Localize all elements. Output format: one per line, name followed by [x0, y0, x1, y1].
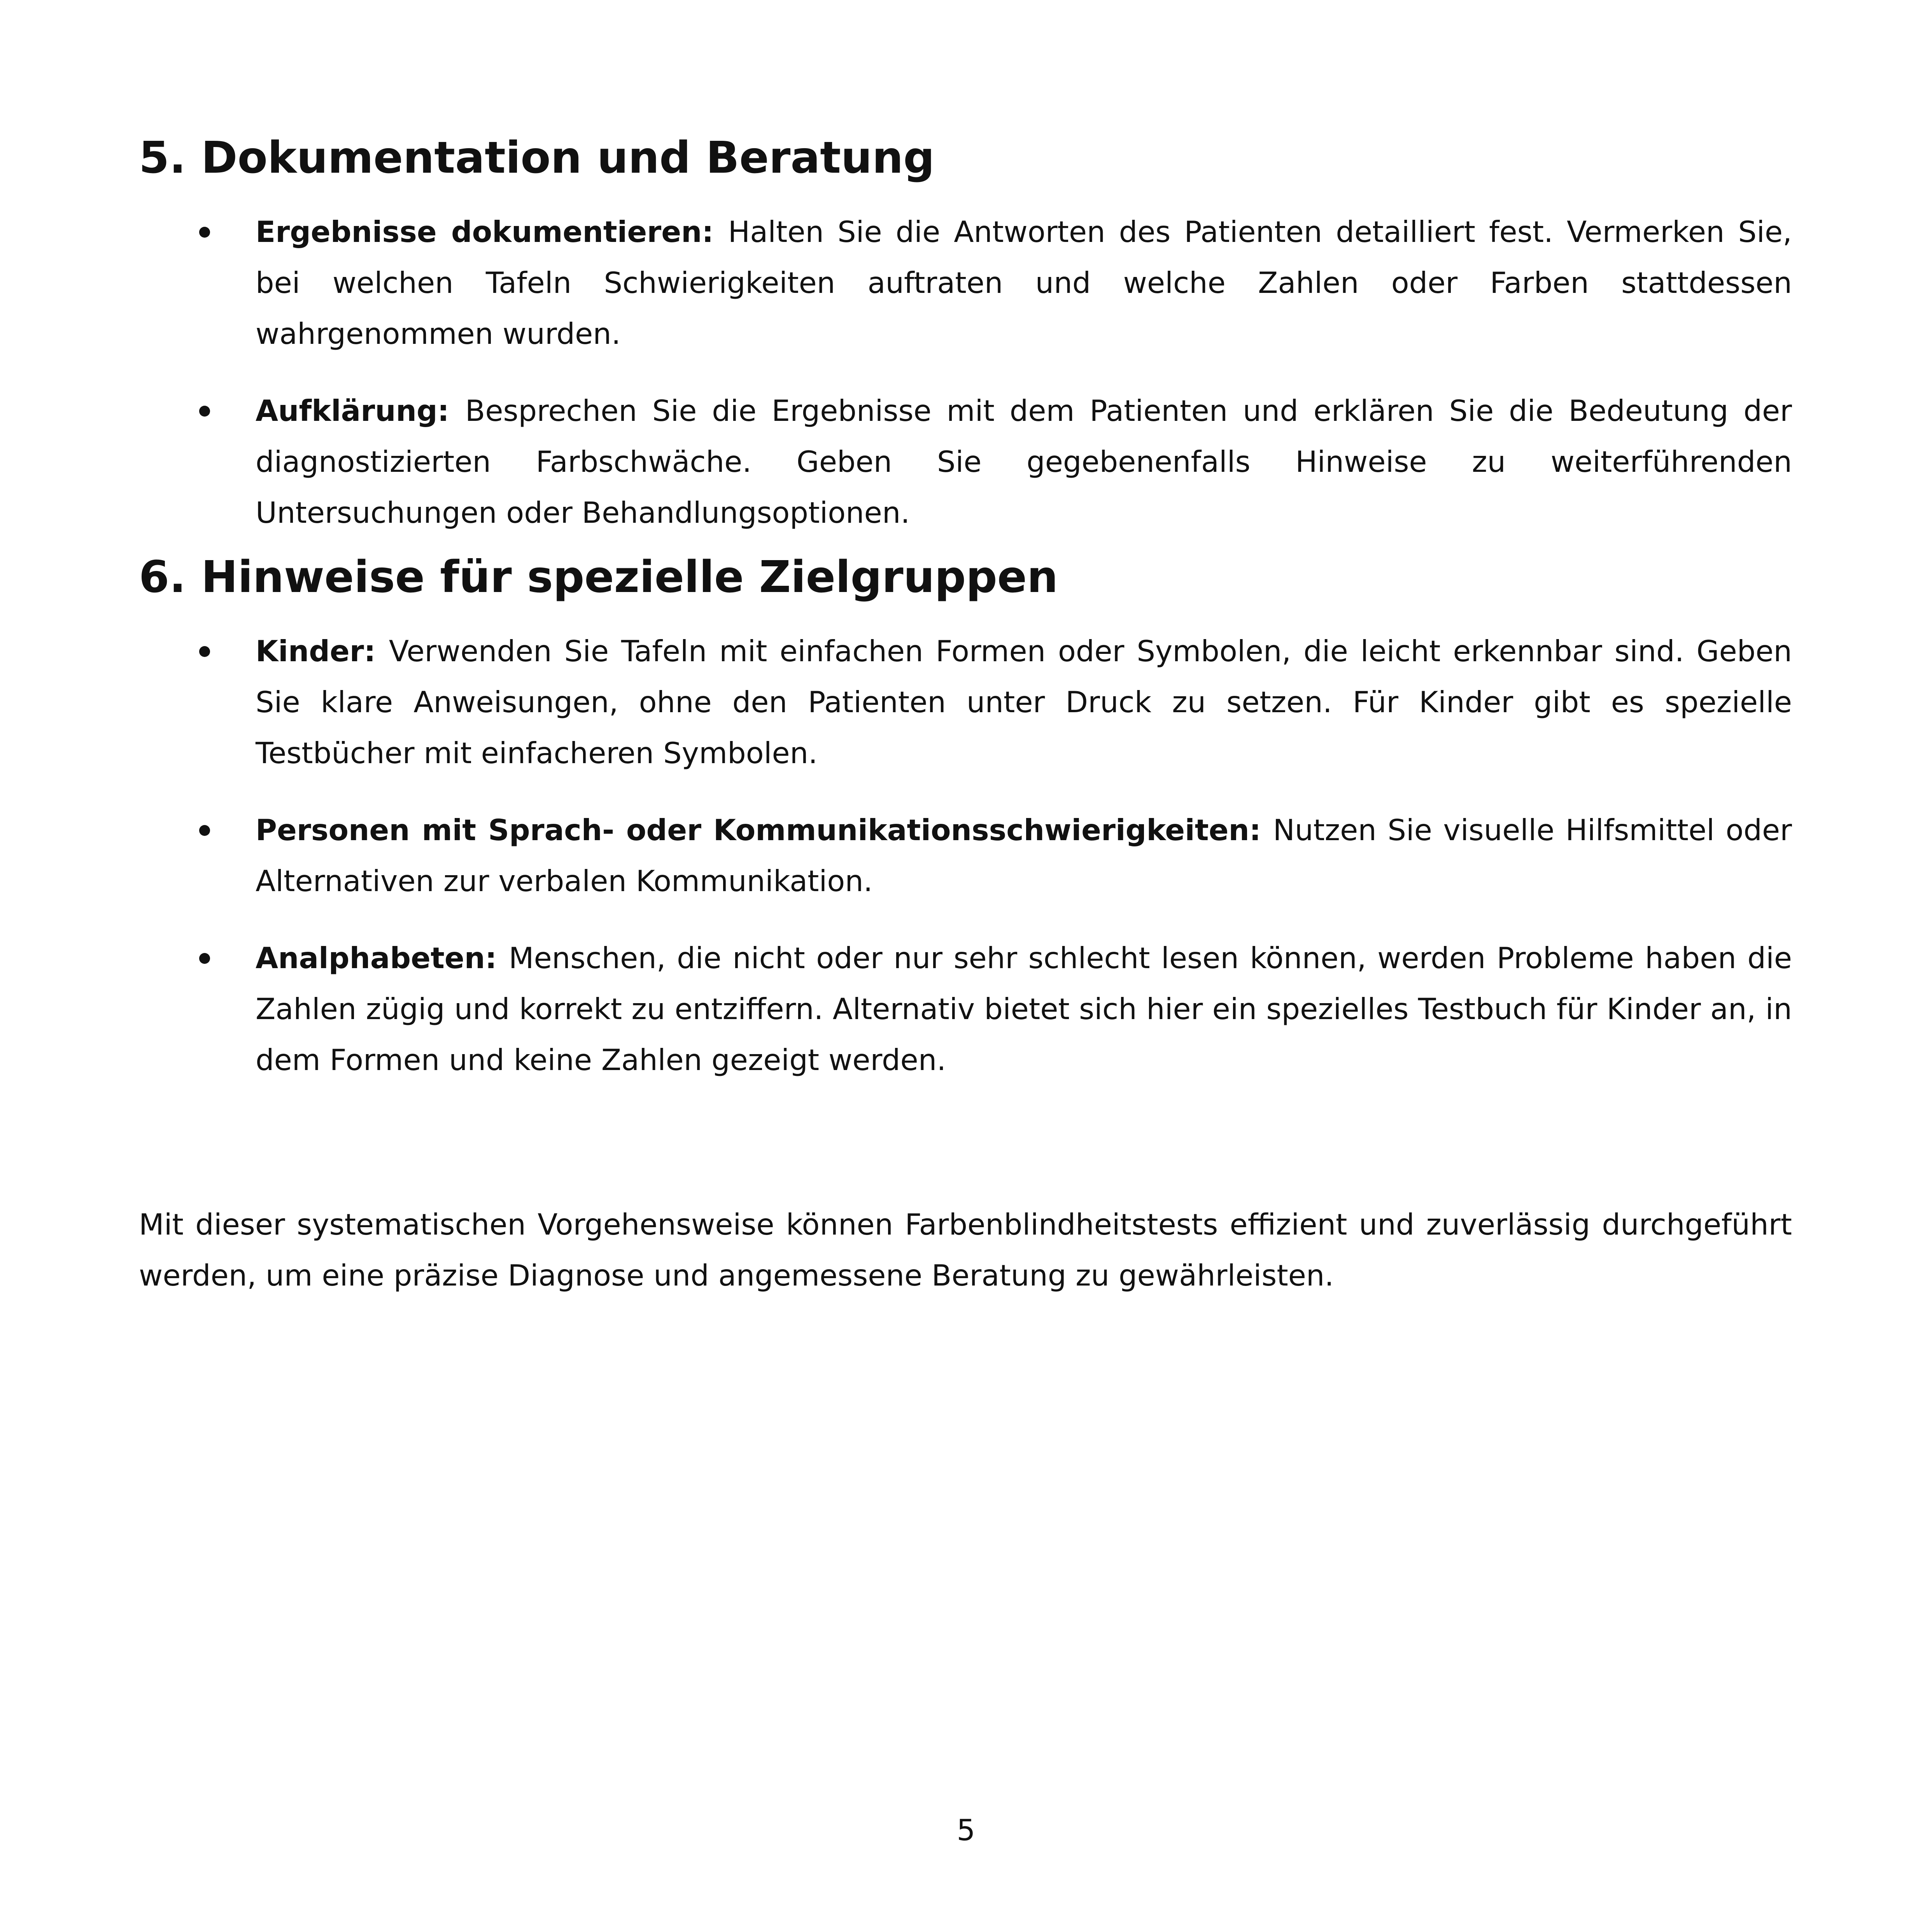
section-heading-target-groups: 6. Hinweise für spezielle Zielgruppen	[139, 552, 1058, 603]
list-item	[139, 805, 1792, 907]
list-item	[139, 626, 1792, 779]
section-heading-documentation: 5. Dokumentation und Beratung	[139, 132, 935, 183]
item-text: Menschen, die nicht oder nur sehr schlecht lesen können, werden Probleme haben die Zahlen zügig und korrekt zu entziffern. Alternativ bietet sich hier ein spezielles Testbuch für Kinder an, in dem Formen und keine Zahlen gezeigt werden.	[256, 941, 1792, 1077]
conclusion-paragraph: Mit dieser systematischen Vorgehensweise können Farbenblindheitstests effizient und zuverlässig durchgeführt werden, um eine präzise Diagnose und angemessene Beratung zu gewährleisten.	[139, 1207, 1792, 1293]
page-number: 5	[956, 1813, 976, 1847]
bullet-icon	[199, 646, 210, 657]
item-text: Besprechen Sie die Ergebnisse mit dem Patienten und erklären Sie die Bedeutung der diagnostizierten Farbschwäche. Geben Sie gegebenenfalls Hinweise zu weiterführenden Untersuchungen oder Behandlungsoptionen.	[256, 394, 1792, 530]
item-term: Aufklärung:	[256, 394, 465, 428]
list-item	[139, 933, 1792, 1086]
item-text: Halten Sie die Antworten des Patienten detailliert fest. Vermerken Sie, bei welchen Tafeln Schwierigkeiten auftraten und welche Zahlen oder Farben stattdessen wahrgenommen wurden.	[256, 215, 1792, 351]
item-text: Verwenden Sie Tafeln mit einfachen Formen oder Symbolen, die leicht erkennbar sind. Geben Sie klare Anweisungen, ohne den Patienten unter Druck zu setzen. Für Kinder gibt es spezielle Testbücher mit einfacheren Symbolen.	[256, 634, 1792, 770]
item-term: Personen mit Sprach- oder Kommunikationsschwierigkeiten:	[256, 813, 1273, 847]
bullet-list-documentation	[139, 207, 1792, 538]
bullet-icon	[199, 406, 210, 417]
list-item	[139, 385, 1792, 538]
bullet-list-target-groups	[139, 626, 1792, 1086]
list-item	[139, 207, 1792, 359]
item-term: Ergebnisse dokumentieren:	[256, 215, 728, 249]
item-text: Nutzen Sie visuelle Hilfsmittel oder Alternativen zur verbalen Kommunikation.	[256, 813, 1792, 898]
item-term: Kinder:	[256, 634, 389, 668]
bullet-icon	[199, 227, 210, 238]
bullet-icon	[199, 953, 210, 964]
item-term: Analphabeten:	[256, 941, 509, 975]
bullet-icon	[199, 825, 210, 836]
page-content	[139, 132, 1792, 1301]
